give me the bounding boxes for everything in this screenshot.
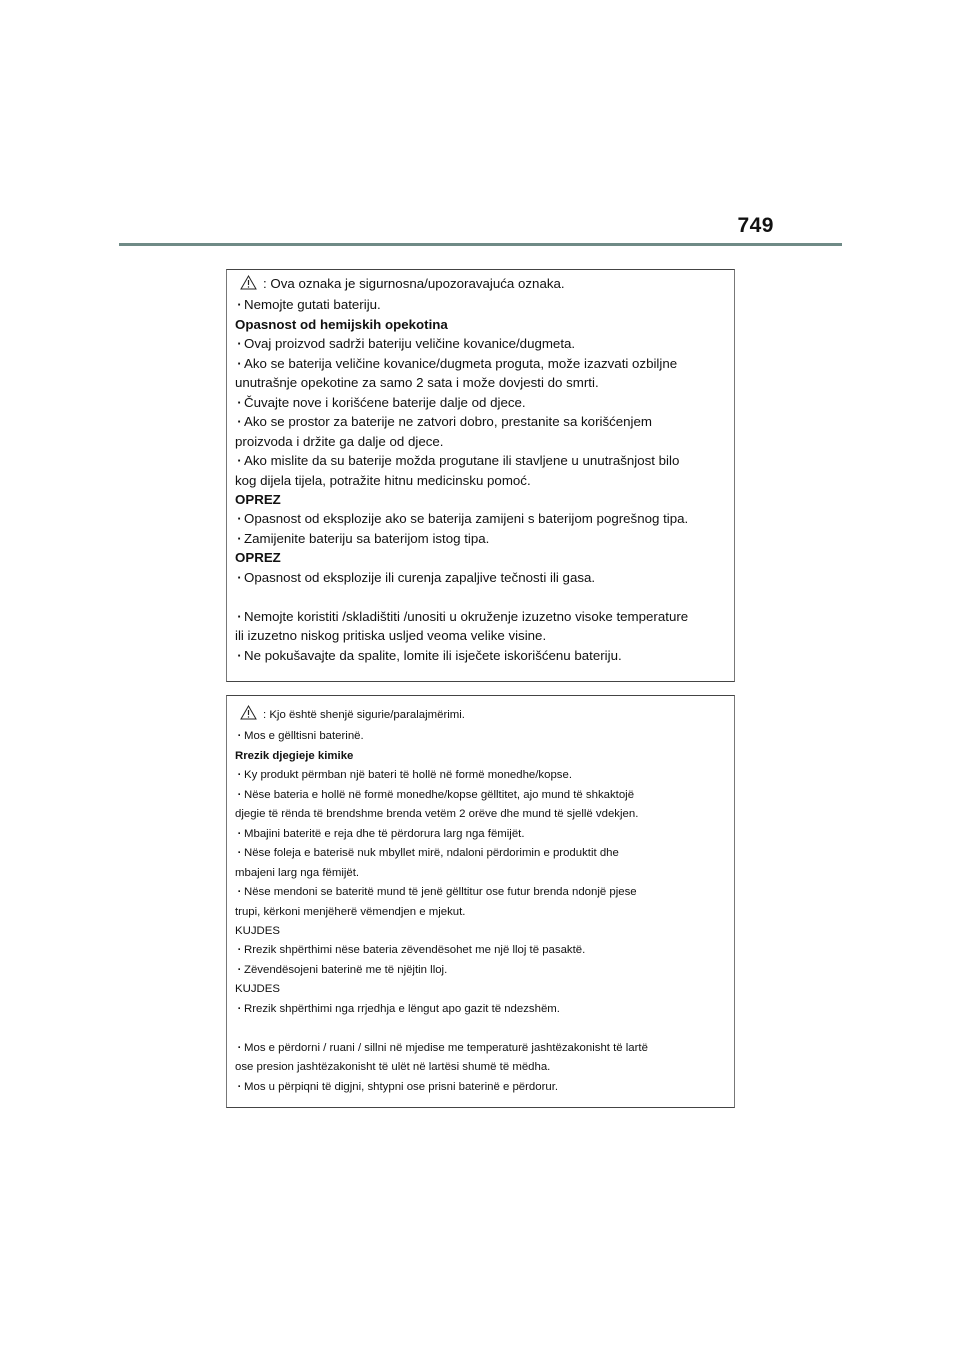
text-line (235, 705, 734, 727)
text-line (235, 864, 734, 883)
line-text: Ako mislite da su baterije možda progutane ili stavljene u unutrašnjost bilo (244, 453, 680, 469)
page-number: 749 (737, 214, 774, 237)
line-text: kog dijela tijela, potražite hitnu medicinsku pomoć. (235, 472, 531, 488)
line-text: Zamijenite bateriju sa baterijom istog tipa. (244, 530, 490, 546)
text-line (235, 509, 734, 528)
text-line (235, 1000, 734, 1019)
warning-triangle-icon (240, 705, 257, 727)
line-text: djegie të rënda të brendshme brenda vetëm 2 orëve dhe mund të sjellë vdekjen. (235, 808, 639, 821)
text-line (235, 903, 734, 922)
text-line (235, 1039, 734, 1058)
line-text: Rrezik djegieje kimike (235, 749, 354, 762)
text-line (235, 844, 734, 863)
line-text: ose presion jashtëzakonisht të ulët në lartësi shumë të mëdha. (235, 1061, 551, 1074)
line-text: Mos u përpiqni të digjni, shtypni ose prisni baterinë e përdorur. (244, 1080, 559, 1093)
line-text: Opasnost od eksplozije ili curenja zapaljive tečnosti ili gasa. (244, 569, 596, 585)
text-line (235, 412, 734, 431)
section-heading (235, 315, 734, 334)
text-line (235, 529, 734, 548)
text-line (235, 607, 734, 626)
line-text: unutrašnje opekotine za samo 2 sata i može dovjesti do smrti. (235, 375, 599, 391)
text-line (235, 883, 734, 902)
text-line (235, 451, 734, 470)
line-text: Mbajini bateritë e reja dhe të përdorura larg nga fëmijët. (244, 827, 525, 840)
line-text: Opasnost od hemijskih opekotina (235, 316, 448, 332)
text-line (235, 786, 734, 805)
line-text: trupi, kërkoni menjëherë vëmendjen e mjekut. (235, 905, 466, 918)
line-text: Nemojte koristiti /skladištiti /unositi u okruženje izuzetno visoke temperature (244, 608, 689, 624)
line-text: Opasnost od eksplozije ako se baterija zamijeni s baterijom pogrešnog tipa. (244, 511, 689, 527)
text-line (235, 1058, 734, 1077)
line-text: : Ova oznaka je sigurnosna/upozoravajuća oznaka. (263, 276, 565, 291)
section-heading (235, 747, 734, 766)
text-line (235, 274, 734, 295)
text-line (235, 334, 734, 353)
line-text: Nëse bateria e hollë në formë monedhe/kopse gëlltitet, ajo mund të shkaktojë (244, 788, 635, 801)
line-text: Ne pokušavajte da spalite, lomite ili isječete iskorišćenu bateriju. (244, 647, 622, 663)
warning-triangle-icon (240, 275, 257, 295)
text-line (235, 432, 734, 451)
line-text: Ako se prostor za baterije ne zatvori dobro, prestanite sa korišćenjem (244, 414, 652, 430)
text-line (235, 941, 734, 960)
line-text: Mos e përdorni / ruani / sillni në mjedise me temperaturë jashtëzakonisht të lartë (244, 1041, 648, 1054)
text-line (235, 471, 734, 490)
text-line (235, 980, 734, 999)
line-text: ili izuzetno niskog pritiska usljed veoma velike visine. (235, 628, 547, 644)
text-line (235, 825, 734, 844)
warning-box-bosnian (226, 269, 735, 682)
section-heading (235, 548, 734, 567)
line-text: KUJDES (235, 924, 280, 937)
warning-box-albanian (226, 695, 735, 1108)
line-text: mbajeni larg nga fëmijët. (235, 866, 360, 879)
text-line (235, 295, 734, 314)
line-text: proizvoda i držite ga dalje od djece. (235, 433, 444, 449)
text-line (235, 646, 734, 665)
header-rule (119, 243, 842, 246)
blank-line (235, 587, 734, 606)
line-text: Mos e gëlltisni baterinë. (244, 730, 364, 743)
text-line (235, 727, 734, 746)
text-line (235, 354, 734, 373)
section-heading (235, 490, 734, 509)
text-line (235, 1078, 734, 1097)
text-line (235, 373, 734, 392)
line-text: OPREZ (235, 550, 281, 566)
line-text: Nëse mendoni se bateritë mund të jenë gëlltitur ose futur brenda ndonjë pjese (244, 886, 637, 899)
text-line (235, 922, 734, 941)
text-line (235, 805, 734, 824)
line-text: Nëse foleja e baterisë nuk mbyllet mirë, ndaloni përdorimin e produktit dhe (244, 847, 619, 860)
line-text: Ovaj proizvod sadrži bateriju veličine kovanice/dugmeta. (244, 336, 576, 352)
line-text: Rrezik shpërthimi nëse bateria zëvendësohet me një lloj të pasaktë. (244, 944, 586, 957)
line-text: Čuvajte nove i korišćene baterije dalje od djece. (244, 394, 526, 410)
text-line (235, 626, 734, 645)
line-text: Ako se baterija veličine kovanice/dugmeta proguta, može izazvati ozbiljne (244, 355, 678, 371)
text-line (235, 766, 734, 785)
line-text: OPREZ (235, 491, 281, 507)
text-line (235, 393, 734, 412)
text-line (235, 568, 734, 587)
blank-line (235, 1019, 734, 1038)
line-text: Rrezik shpërthimi nga rrjedhja e lëngut apo gazit të ndezshëm. (244, 1002, 560, 1015)
line-text: KUJDES (235, 983, 280, 996)
line-text: : Kjo është shenjë sigurie/paralajmërimi. (263, 709, 465, 721)
text-line (235, 961, 734, 980)
line-text: Ky produkt përmban një bateri të hollë në formë monedhe/kopse. (244, 769, 572, 782)
line-text: Zëvendësojeni baterinë me të njëjtin lloj. (244, 963, 448, 976)
line-text: Nemojte gutati bateriju. (244, 297, 381, 313)
